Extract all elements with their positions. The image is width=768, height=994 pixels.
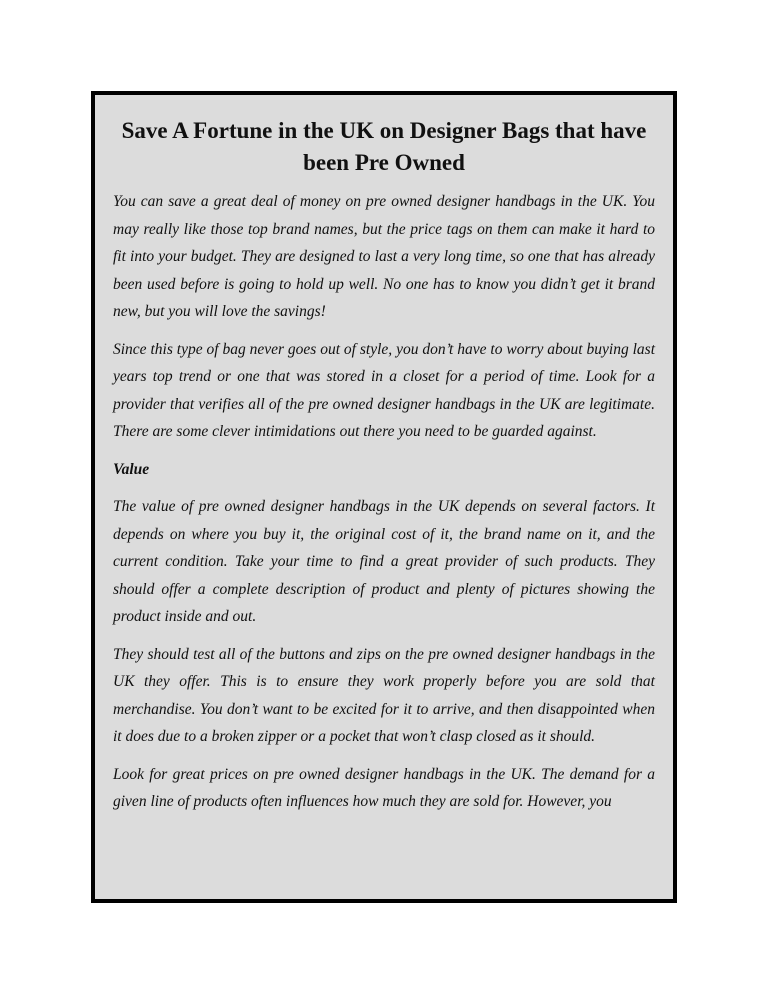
paragraph-3: The value of pre owned designer handbags in the UK depends on several factors. It depends on where you buy it, the original cost of it, the brand name on it, and the current condition. Take your time to find a great provider of such products. They should offer a complete description of product and plenty of pictures showing the product inside and out.: [113, 498, 655, 625]
content-box: [91, 91, 677, 903]
document-body: [113, 188, 655, 816]
paragraph-1: You can save a great deal of money on pre owned designer handbags in the UK. You may really like those top brand names, but the price tags on them can make it hard to fit into your budget. They are designed to last a very long time, so one that has already been used before is going to hold up well. No one has to know you didn’t get it brand new, but you will love the savings!: [113, 193, 655, 320]
paragraph-4: They should test all of the buttons and zips on the pre owned designer handbags in the UK they offer. This is to ensure they work properly before you are sold that merchandise. You don’t want to be excited for it to arrive, and then disappointed when it does due to a broken zipper or a pocket that won’t clasp closed as it should.: [113, 645, 655, 745]
paragraph-2: Since this type of bag never goes out of style, you don’t have to worry about buying last years top trend or one that was stored in a closet for a period of time. Look for a provider that verifies all of the pre owned designer handbags in the UK are legitimate. There are some clever intimidations out there you need to be guarded against.: [113, 340, 655, 440]
document-title: Save A Fortune in the UK on Designer Bags that have been Pre Owned: [121, 118, 647, 175]
paragraph-5: Look for great prices on pre owned designer handbags in the UK. The demand for a given line of products often influences how much they are sold for. However, you: [113, 765, 655, 810]
section-heading-value: Value: [113, 460, 150, 478]
